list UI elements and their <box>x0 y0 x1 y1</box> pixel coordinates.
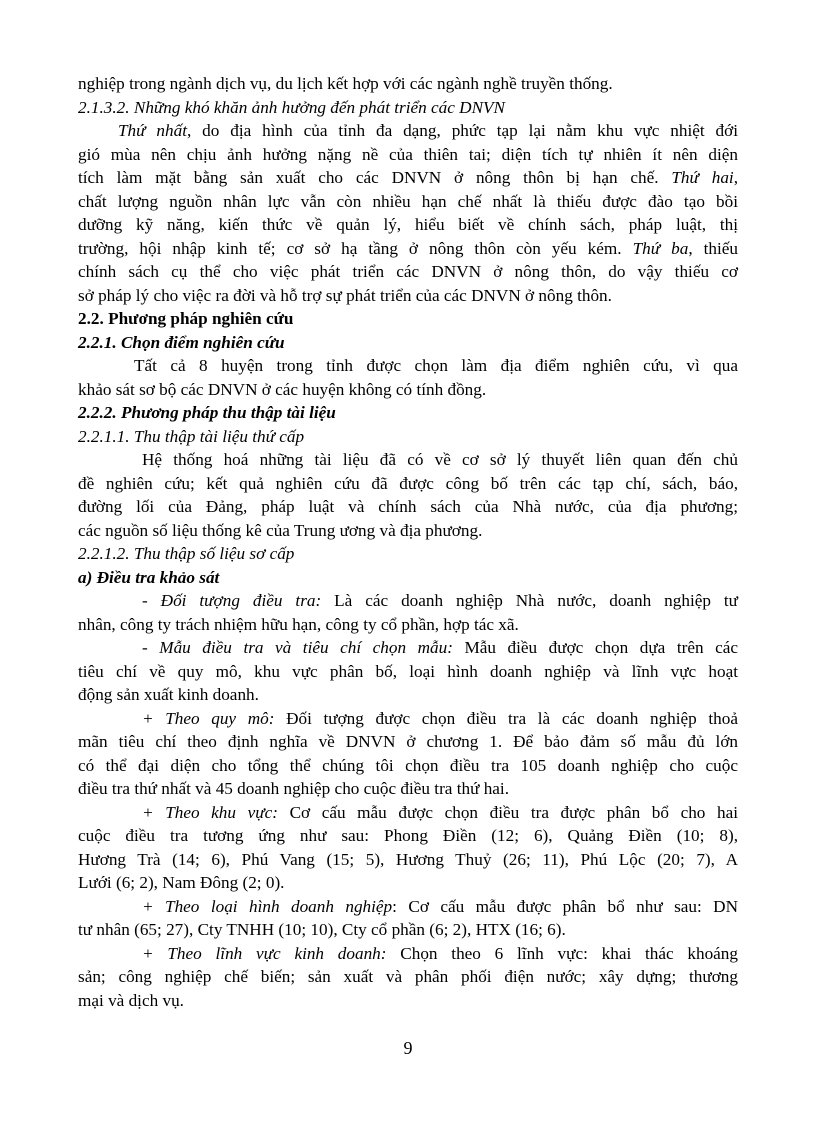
text-line: chất lượng nguồn nhân lực vẫn còn nhiều hạn chế nhất là thiếu được đào tạo bồi <box>78 191 738 211</box>
text-line: + Theo quy mô: Đối tượng được chọn điều tra là các doanh nghiệp thoả <box>142 708 738 728</box>
text-line: cuộc điều tra tương ứng như sau: Phong Điền (12; 6), Quảng Điền (10; 8), <box>78 826 738 845</box>
paragraph-by-scale <box>78 707 738 801</box>
emphasis-second: Thứ hai <box>671 168 734 187</box>
text-line: + Theo khu vực: Cơ cấu mẫu được chọn điều tra được phân bổ cho hai <box>142 802 738 822</box>
text-line: nghiệp trong ngành dịch vụ, du lịch kết hợp với các ngành nghề truyền thống. <box>78 74 613 93</box>
emphasis-third: Thứ ba <box>632 238 689 258</box>
paragraph-intro-continuation <box>78 72 738 96</box>
text-line: có thể đại diện cho tổng thể chúng tôi chọn điều tra 105 doanh nghiệp cho cuộc <box>78 755 738 775</box>
text-line: Thứ nhất, do địa hình của tỉnh đa dạng, phức tạp lại nằm khu vực nhiệt đới <box>118 121 738 140</box>
paragraph-survey-subjects <box>78 589 738 636</box>
paragraph-sample-criteria <box>78 636 738 707</box>
text-line: khảo sát sơ bộ các DNVN ở các huyện không có tính đồng. <box>78 379 487 399</box>
text-line: Lưới (6; 2), Nam Đông (2; 0). <box>78 873 285 892</box>
text-line: đề nghiên cứu; kết quả nghiên cứu đã được công bố trên các tạp chí, sách, báo, <box>78 473 738 493</box>
text-line: Hệ thống hoá những tài liệu đã có về cơ sở lý thuyết liên quan đến chủ <box>142 450 738 469</box>
text-line: Tất cả 8 huyện trong tỉnh được chọn làm địa điểm nghiên cứu, vì qua <box>134 356 738 375</box>
text-line: + Theo loại hình doanh nghiệp: Cơ cấu mẫu được phân bổ như sau: DN <box>142 896 739 916</box>
text-line: tiêu chí về quy mô, khu vực phân bố, loại hình doanh nghiệp và lĩnh vực hoạt <box>78 661 738 681</box>
text-line: động sản xuất kinh doanh. <box>78 685 259 704</box>
heading-2-1-3-2: 2.1.3.2. Những khó khăn ảnh hưởng đến phát triển các DNVN <box>78 97 506 117</box>
text-line: mại và dịch vụ. <box>78 990 184 1010</box>
text-line: điều tra thứ nhất và 45 doanh nghiệp cho cuộc điều tra thứ hai. <box>78 779 510 798</box>
heading-2-2-1-1: 2.2.1.1. Thu thập tài liệu thứ cấp <box>78 426 305 446</box>
text-line: - Mẫu điều tra và tiêu chí chọn mẫu: Mẫu điều được chọn dựa trên các <box>142 638 738 657</box>
document-page <box>78 72 738 1012</box>
heading-2-2-2: 2.2.2. Phương pháp thu thập tài liệu <box>78 403 336 422</box>
page-number: 9 <box>403 1038 413 1058</box>
text-line: nhân, công ty trách nhiệm hữu hạn, công ty cổ phần, hợp tác xã. <box>78 614 519 634</box>
emphasis-first: Thứ nhất <box>118 121 187 140</box>
text-line: gió mùa nên chịu ảnh hưởng nặng nề của thiên tai; diện tích tự nhiên ít nên diện <box>78 144 738 164</box>
text-line: tư nhân (65; 27), Cty TNHH (10; 10), Cty cổ phần (6; 2), HTX (16; 6). <box>78 920 566 939</box>
paragraph-by-enterprise-type <box>78 895 738 942</box>
heading-2-2-1-2: 2.2.1.2. Thu thập số liệu sơ cấp <box>78 544 295 563</box>
paragraph-study-site <box>78 354 738 401</box>
text-line: mãn tiêu chí theo định nghĩa về DNVN ở chương 1. Để bảo đảm số mẫu đủ lớn <box>78 732 738 751</box>
heading-2-2-1: 2.2.1. Chọn điểm nghiên cứu <box>78 332 285 352</box>
heading-2-2: 2.2. Phương pháp nghiên cứu <box>78 309 294 328</box>
text-line: + Theo lĩnh vực kinh doanh: Chọn theo 6 lĩnh vực: khai thác khoáng <box>142 943 738 963</box>
text-line: đường lối của Đảng, pháp luật và chính sách của Nhà nước, của địa phương; <box>78 497 738 516</box>
heading-a-survey: a) Điều tra khảo sát <box>78 567 220 587</box>
paragraph-secondary-data <box>78 448 738 542</box>
text-line: Hương Trà (14; 6), Phú Vang (15; 5), Hương Thuỷ (26; 11), Phú Lộc (20; 7), A <box>78 849 738 869</box>
paragraph-difficulties <box>78 119 738 307</box>
text-line: chính sách cụ thể cho việc phát triển các DNVN ở nông thôn, do vậy thiếu cơ <box>78 262 738 281</box>
text-line: tích làm mặt bằng sản xuất cho các DNVN ở nông thôn bị hạn chế. Thứ hai, <box>78 168 738 187</box>
text-line: dưỡng kỹ năng, kiến thức về quản lý, hiểu biết về chính sách, pháp luật, thị <box>78 215 738 234</box>
text-line: các nguồn số liệu thống kê của Trung ương và địa phương. <box>78 520 483 540</box>
text-line: sở pháp lý cho việc ra đời và hỗ trợ sự phát triển của các DNVN ở nông thôn. <box>78 285 612 305</box>
paragraph-by-business-field <box>78 942 738 1013</box>
text-line: sản; công nghiệp chế biến; sản xuất và phân phối điện nước; xây dựng; thương <box>78 967 738 986</box>
text-line: - Đối tượng điều tra: Là các doanh nghiệp Nhà nước, doanh nghiệp tư <box>142 591 738 610</box>
text-line: trường, hội nhập kinh tế; cơ sở hạ tầng ở nông thôn còn yếu kém. Thứ ba, thiếu <box>78 238 738 258</box>
paragraph-by-region <box>78 801 738 895</box>
